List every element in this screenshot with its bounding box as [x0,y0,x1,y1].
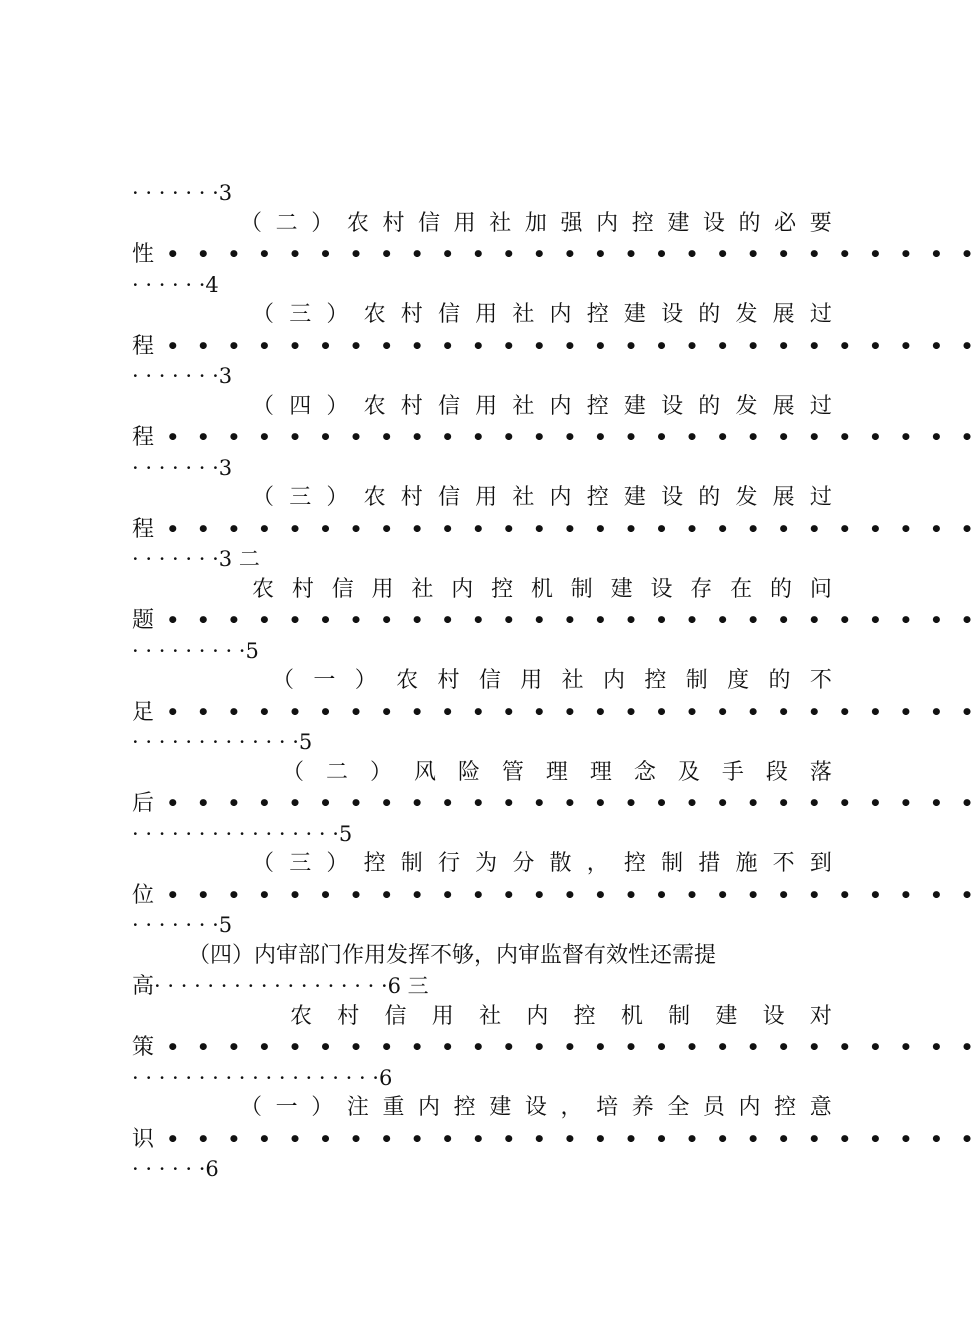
dot-leader: • • • • • • • • • • • • • • • • • • • • • • • • • • • [154,1126,979,1151]
toc-leader-line [132,239,979,270]
toc-page-line [132,636,832,667]
toc-heading-text: （四）内审部门作用发挥不够，内审监督有效性还需提 [188,942,717,968]
toc-entry-label: 后 [132,791,155,816]
toc-page-number: · · · · · ·6 [132,1157,219,1181]
dot-leader: • • • • • • • • • • • • • • • • • • • • • • • • • • • [154,608,979,632]
toc-page-number: · · · · · · · · ·5 [132,638,259,663]
table-of-contents [132,178,979,1185]
toc-entry-label: 程 [132,333,155,359]
toc-page-line [132,361,832,392]
toc-page-line [132,727,832,758]
toc-leader-line [132,880,979,911]
toc-heading-line: （ 一 ） 注 重 内 控 建 设 ， 培 养 全 员 内 控 意 [240,1095,832,1120]
toc-entry-label: 程 [132,516,155,542]
toc-leader-line [132,1124,979,1155]
toc-heading-line: 农 村 信 用 社 内 控 机 制 建 设 对 [290,1003,832,1029]
toc-leader-line [132,788,979,819]
toc-page-number: · · · · · · ·3 二 [132,547,260,571]
toc-heading-line: （ 四 ） 农 村 信 用 社 内 控 建 设 的 发 展 过 [252,393,832,419]
toc-entry-label: 策 [132,1035,155,1060]
toc-page-number: · · · · · · · · · · · · · · · · · · ·6 [132,1065,393,1090]
toc-page-line [132,178,832,209]
toc-entry-label: 题 [132,608,155,633]
toc-page-line [132,1063,832,1094]
toc-page-number: · · · · · · · · · · · · ·5 [132,730,313,754]
toc-leader-line [132,331,979,362]
toc-page-number: · · · · · · · · · · · · · · · · · ·6 三 [154,974,429,998]
toc-page-number: · · · · · · ·3 [132,455,233,480]
toc-page-number: · · · · · · · · · · · · · · · ·5 [132,821,353,846]
toc-heading-line: （ 一 ） 农 村 信 用 社 内 控 制 度 的 不 [272,668,832,693]
dot-leader: • • • • • • • • • • • • • • • • • • • • • • • • • • • [154,791,979,815]
toc-leader-line [132,1032,979,1063]
toc-leader-line [132,697,979,728]
toc-heading-line: （ 二 ） 风 险 管 理 理 念 及 手 段 落 [282,759,832,785]
toc-entry-label: 性 [132,242,155,267]
toc-heading-line [132,941,832,972]
dot-leader: • • • • • • • • • • • • • • • • • • • • • • • • • • • [154,425,979,449]
dot-leader: • • • • • • • • • • • • • • • • • • • • • • • • • • • [154,1035,979,1059]
toc-entry-label: 足 [132,699,155,725]
toc-page-line [132,453,832,484]
toc-page-number: · · · · · ·4 [132,272,219,297]
toc-heading-line: （ 三 ） 控 制 行 为 分 散 ， 控 制 措 施 不 到 [252,851,832,876]
toc-page-line [132,1154,832,1185]
toc-page-line [132,270,832,301]
toc-entry-label: 程 [132,425,155,450]
toc-entry-label: 位 [132,882,155,908]
toc-leader-line [132,514,979,545]
toc-page-number: · · · · · · ·3 [132,181,233,205]
toc-heading-line: （ 三 ） 农 村 信 用 社 内 控 建 设 的 发 展 过 [252,302,832,327]
toc-page-line [132,819,832,850]
toc-heading-line: （ 二 ） 农 村 信 用 社 加 强 内 控 建 设 的 必 要 [240,210,832,236]
dot-leader: • • • • • • • • • • • • • • • • • • • • • • • • • • • [154,882,979,907]
toc-leader-line [132,605,979,636]
toc-page-number: · · · · · · ·3 [132,364,233,388]
toc-entry-label: 高 [132,974,155,999]
toc-leader-line [132,971,832,1002]
toc-leader-line [132,422,979,453]
toc-page-number: · · · · · · ·5 [132,913,233,937]
toc-heading-line: （ 三 ） 农 村 信 用 社 内 控 建 设 的 发 展 过 [252,485,832,510]
dot-leader: • • • • • • • • • • • • • • • • • • • • • • • • • • • [154,333,979,358]
dot-leader: • • • • • • • • • • • • • • • • • • • • • • • • • • • [154,699,979,724]
toc-page-line [132,544,832,575]
toc-page-line [132,910,832,941]
dot-leader: • • • • • • • • • • • • • • • • • • • • • • • • • • • [154,242,979,266]
dot-leader: • • • • • • • • • • • • • • • • • • • • • • • • • • • [154,516,979,541]
toc-entry-label: 识 [132,1126,155,1152]
toc-heading-line: 农 村 信 用 社 内 控 机 制 建 设 存 在 的 问 [252,576,832,602]
